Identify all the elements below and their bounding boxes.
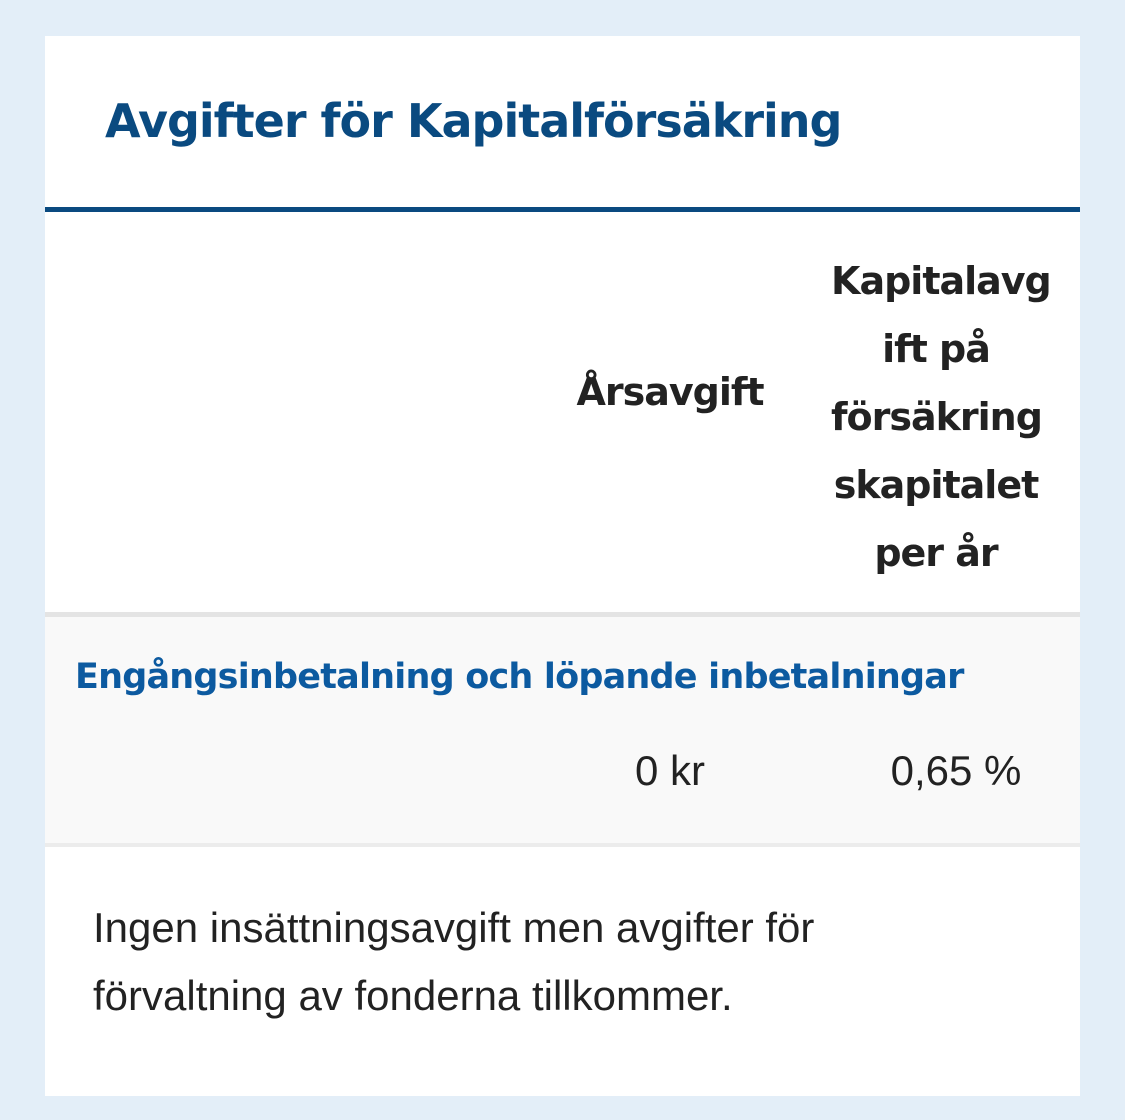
- cell-annual-fee: 0 kr: [634, 747, 705, 794]
- footnote: Ingen insättningsavgift men avgifter för förvaltning av fonderna tillkommer.: [93, 904, 815, 1019]
- card-header: [45, 36, 1080, 212]
- table-body: [45, 617, 1080, 847]
- fee-card: [45, 36, 1080, 1096]
- cell-capital-fee: 0,65 %: [890, 747, 1022, 794]
- table-header: [45, 212, 1080, 617]
- column-header-capital-fee: Kapitalavg ift på försäkring skapitalet per år: [831, 259, 1051, 575]
- card-title: Avgifter för Kapitalförsäkring: [105, 94, 842, 148]
- table-row: [45, 617, 1080, 847]
- row-label: Engångsinbetalning och löpande inbetalningar: [75, 657, 964, 697]
- column-header-annual-fee: Årsavgift: [576, 370, 764, 414]
